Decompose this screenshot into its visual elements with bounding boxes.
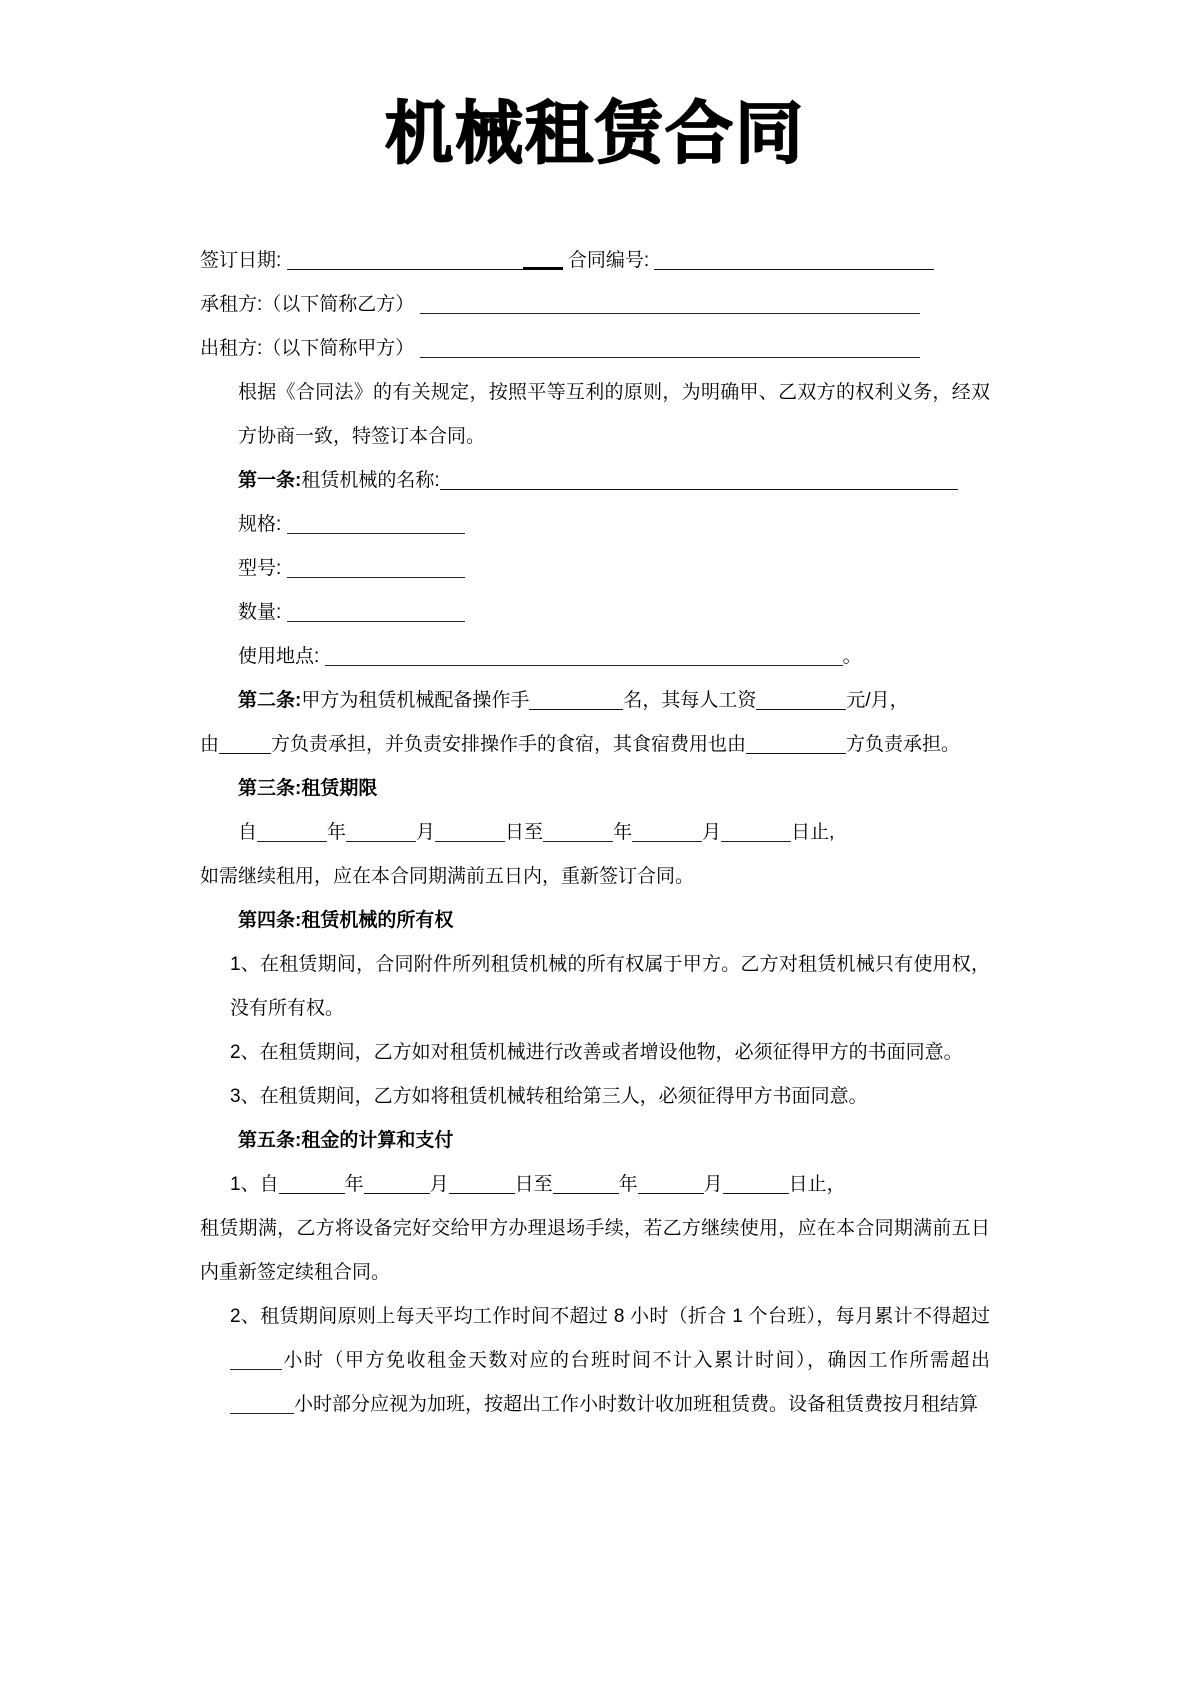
clause1-title-row [200, 459, 990, 503]
clause1-quantity-row [200, 591, 990, 635]
clause2-row-2 [200, 723, 990, 767]
clause5-item1-prefix: 1、自 [230, 1173, 279, 1195]
clause2-text-a: 甲方为租赁机械配备操作手 [301, 689, 530, 711]
model-label: 型号: [238, 557, 282, 579]
clause3-day-to-label: 日至 [505, 821, 544, 843]
place-period: 。 [842, 645, 862, 667]
clause1-machine-name-blank[interactable] [440, 467, 958, 490]
clause5-month-label: 月 [429, 1173, 449, 1195]
lessor-label: 出租方:（以下简称甲方） [200, 337, 415, 359]
quantity-label: 数量: [238, 601, 282, 623]
clause5-end-year-blank[interactable] [553, 1171, 619, 1194]
clause3-title-row [200, 767, 990, 811]
clause2-party-blank-1[interactable] [219, 731, 271, 754]
clause3-start-year-blank[interactable] [257, 819, 327, 842]
clause3-number: 第三条: [238, 777, 302, 799]
clause2-wage-blank[interactable] [756, 687, 846, 710]
clause4-title-row [200, 899, 990, 943]
clause5-end-month-blank[interactable] [638, 1171, 704, 1194]
clause1-spec-row [200, 503, 990, 547]
clause3-end-year-blank[interactable] [543, 819, 613, 842]
document-body [200, 173, 990, 1427]
clause4-title: 租赁机械的所有权 [301, 909, 454, 931]
header-signdate-contractno-row [200, 239, 990, 283]
clause4-item-1: 1、在租赁期间，合同附件所列租赁机械的所有权属于甲方。乙方对租赁机械只有使用权，没有所有权。 [230, 953, 990, 1019]
clause3-start-month-blank[interactable] [346, 819, 416, 842]
clause5-title: 租金的计算和支付 [301, 1129, 454, 1151]
clause2-number: 第二条: [238, 689, 302, 711]
clause5-start-year-blank[interactable] [279, 1171, 345, 1194]
clause1-number: 第一条: [238, 469, 302, 491]
preamble-paragraph: 根据《合同法》的有关规定，按照平等互利的原则，为明确甲、乙双方的权利义务，经双方协商一致，特签订本合同。 [238, 381, 990, 447]
sign-date-blank-extra[interactable] [523, 245, 563, 270]
clause3-from-label: 自 [238, 821, 258, 843]
clause2-party-blank-2[interactable] [746, 731, 846, 754]
clause5-year-label: 年 [344, 1173, 364, 1195]
clause2-text-f: 方负责承担。 [846, 733, 961, 755]
lessee-label: 承租方:（以下简称乙方） [200, 293, 415, 315]
clause3-end-day-blank[interactable] [721, 819, 791, 842]
clause2-operator-count-blank[interactable] [529, 687, 623, 710]
lessee-row [200, 283, 990, 327]
clause5-month-label-2: 月 [703, 1173, 723, 1195]
clause5-item2-paragraph [200, 1295, 990, 1427]
clause5-item1-period-row [200, 1163, 990, 1207]
sign-date-blank[interactable] [287, 247, 523, 270]
clause3-start-day-blank[interactable] [435, 819, 505, 842]
clause5-item2-text-c: 小时部分应视为加班，按超出工作小时数计收加班租赁费。设备租赁费按月租结算 [294, 1393, 979, 1415]
contract-no-blank[interactable] [654, 247, 934, 270]
clause5-item2-text-b: 小时（甲方免收租金天数对应的台班时间不计入累计时间），确因工作所需超出 [282, 1349, 990, 1371]
clause4-item-3: 3、在租赁期间，乙方如将租赁机械转租给第三人，必须征得甲方书面同意。 [230, 1085, 868, 1107]
clause3-month-label: 月 [416, 821, 436, 843]
lessor-row [200, 327, 990, 371]
clause5-number: 第五条: [238, 1129, 302, 1151]
contract-no-label: 合同编号: [567, 249, 650, 271]
clause5-day-end-label: 日止， [788, 1173, 846, 1195]
clause3-year-label-2: 年 [613, 821, 633, 843]
clause1-place-row [200, 635, 990, 679]
clause1-model-row [200, 547, 990, 591]
sign-date-label: 签订日期: [200, 249, 282, 271]
clause1-title: 租赁机械的名称: [301, 469, 440, 491]
clause5-item1-tail: 租赁期满，乙方将设备完好交给甲方办理退场手续，若乙方继续使用，应在本合同期满前五日内重新签定续租合同。 [200, 1217, 990, 1283]
clause3-month-label-2: 月 [702, 821, 722, 843]
clause4-number: 第四条: [238, 909, 302, 931]
clause2-text-d: 由 [200, 733, 220, 755]
clause2-text-b: 名，其每人工资 [623, 689, 757, 711]
clause2-text-e: 方负责承担，并负责安排操作手的食宿，其食宿费用也由 [271, 733, 747, 755]
clause2-row-1 [200, 679, 990, 723]
clause5-end-day-blank[interactable] [723, 1171, 789, 1194]
page-title: 机械租赁合同 [384, 95, 805, 174]
clause3-end-month-blank[interactable] [632, 819, 702, 842]
clause5-overtime-hours-blank[interactable] [230, 1391, 294, 1414]
clause5-monthly-hours-blank[interactable] [230, 1347, 282, 1370]
quantity-blank[interactable] [287, 599, 465, 622]
clause5-start-month-blank[interactable] [364, 1171, 430, 1194]
clause2-text-c: 元/月， [846, 689, 909, 711]
lessor-blank[interactable] [420, 335, 920, 358]
place-blank[interactable] [325, 643, 843, 666]
clause3-tail-paragraph: 如需继续租用，应在本合同期满前五日内，重新签订合同。 [200, 865, 695, 887]
clause3-year-label: 年 [327, 821, 347, 843]
spec-blank[interactable] [287, 511, 465, 534]
model-blank[interactable] [287, 555, 465, 578]
clause3-title: 租赁期限 [301, 777, 378, 799]
clause3-day-end-label: 日止, [791, 821, 835, 843]
place-label: 使用地点: [238, 645, 320, 667]
clause3-period-row [200, 811, 990, 855]
clause5-item2-text-a: 2、租赁期间原则上每天平均工作时间不超过 8 小时（折合 1 个台班），每月累计不得超过 [230, 1305, 990, 1327]
spec-label: 规格: [238, 513, 282, 535]
clause5-start-day-blank[interactable] [449, 1171, 515, 1194]
lessee-blank[interactable] [420, 291, 920, 314]
clause5-year-label-2: 年 [618, 1173, 638, 1195]
clause4-item-2: 2、在租赁期间，乙方如对租赁机械进行改善或者增设他物，必须征得甲方的书面同意。 [230, 1041, 963, 1063]
clause5-title-row [200, 1119, 990, 1163]
clause5-day-to-label: 日至 [514, 1173, 553, 1195]
